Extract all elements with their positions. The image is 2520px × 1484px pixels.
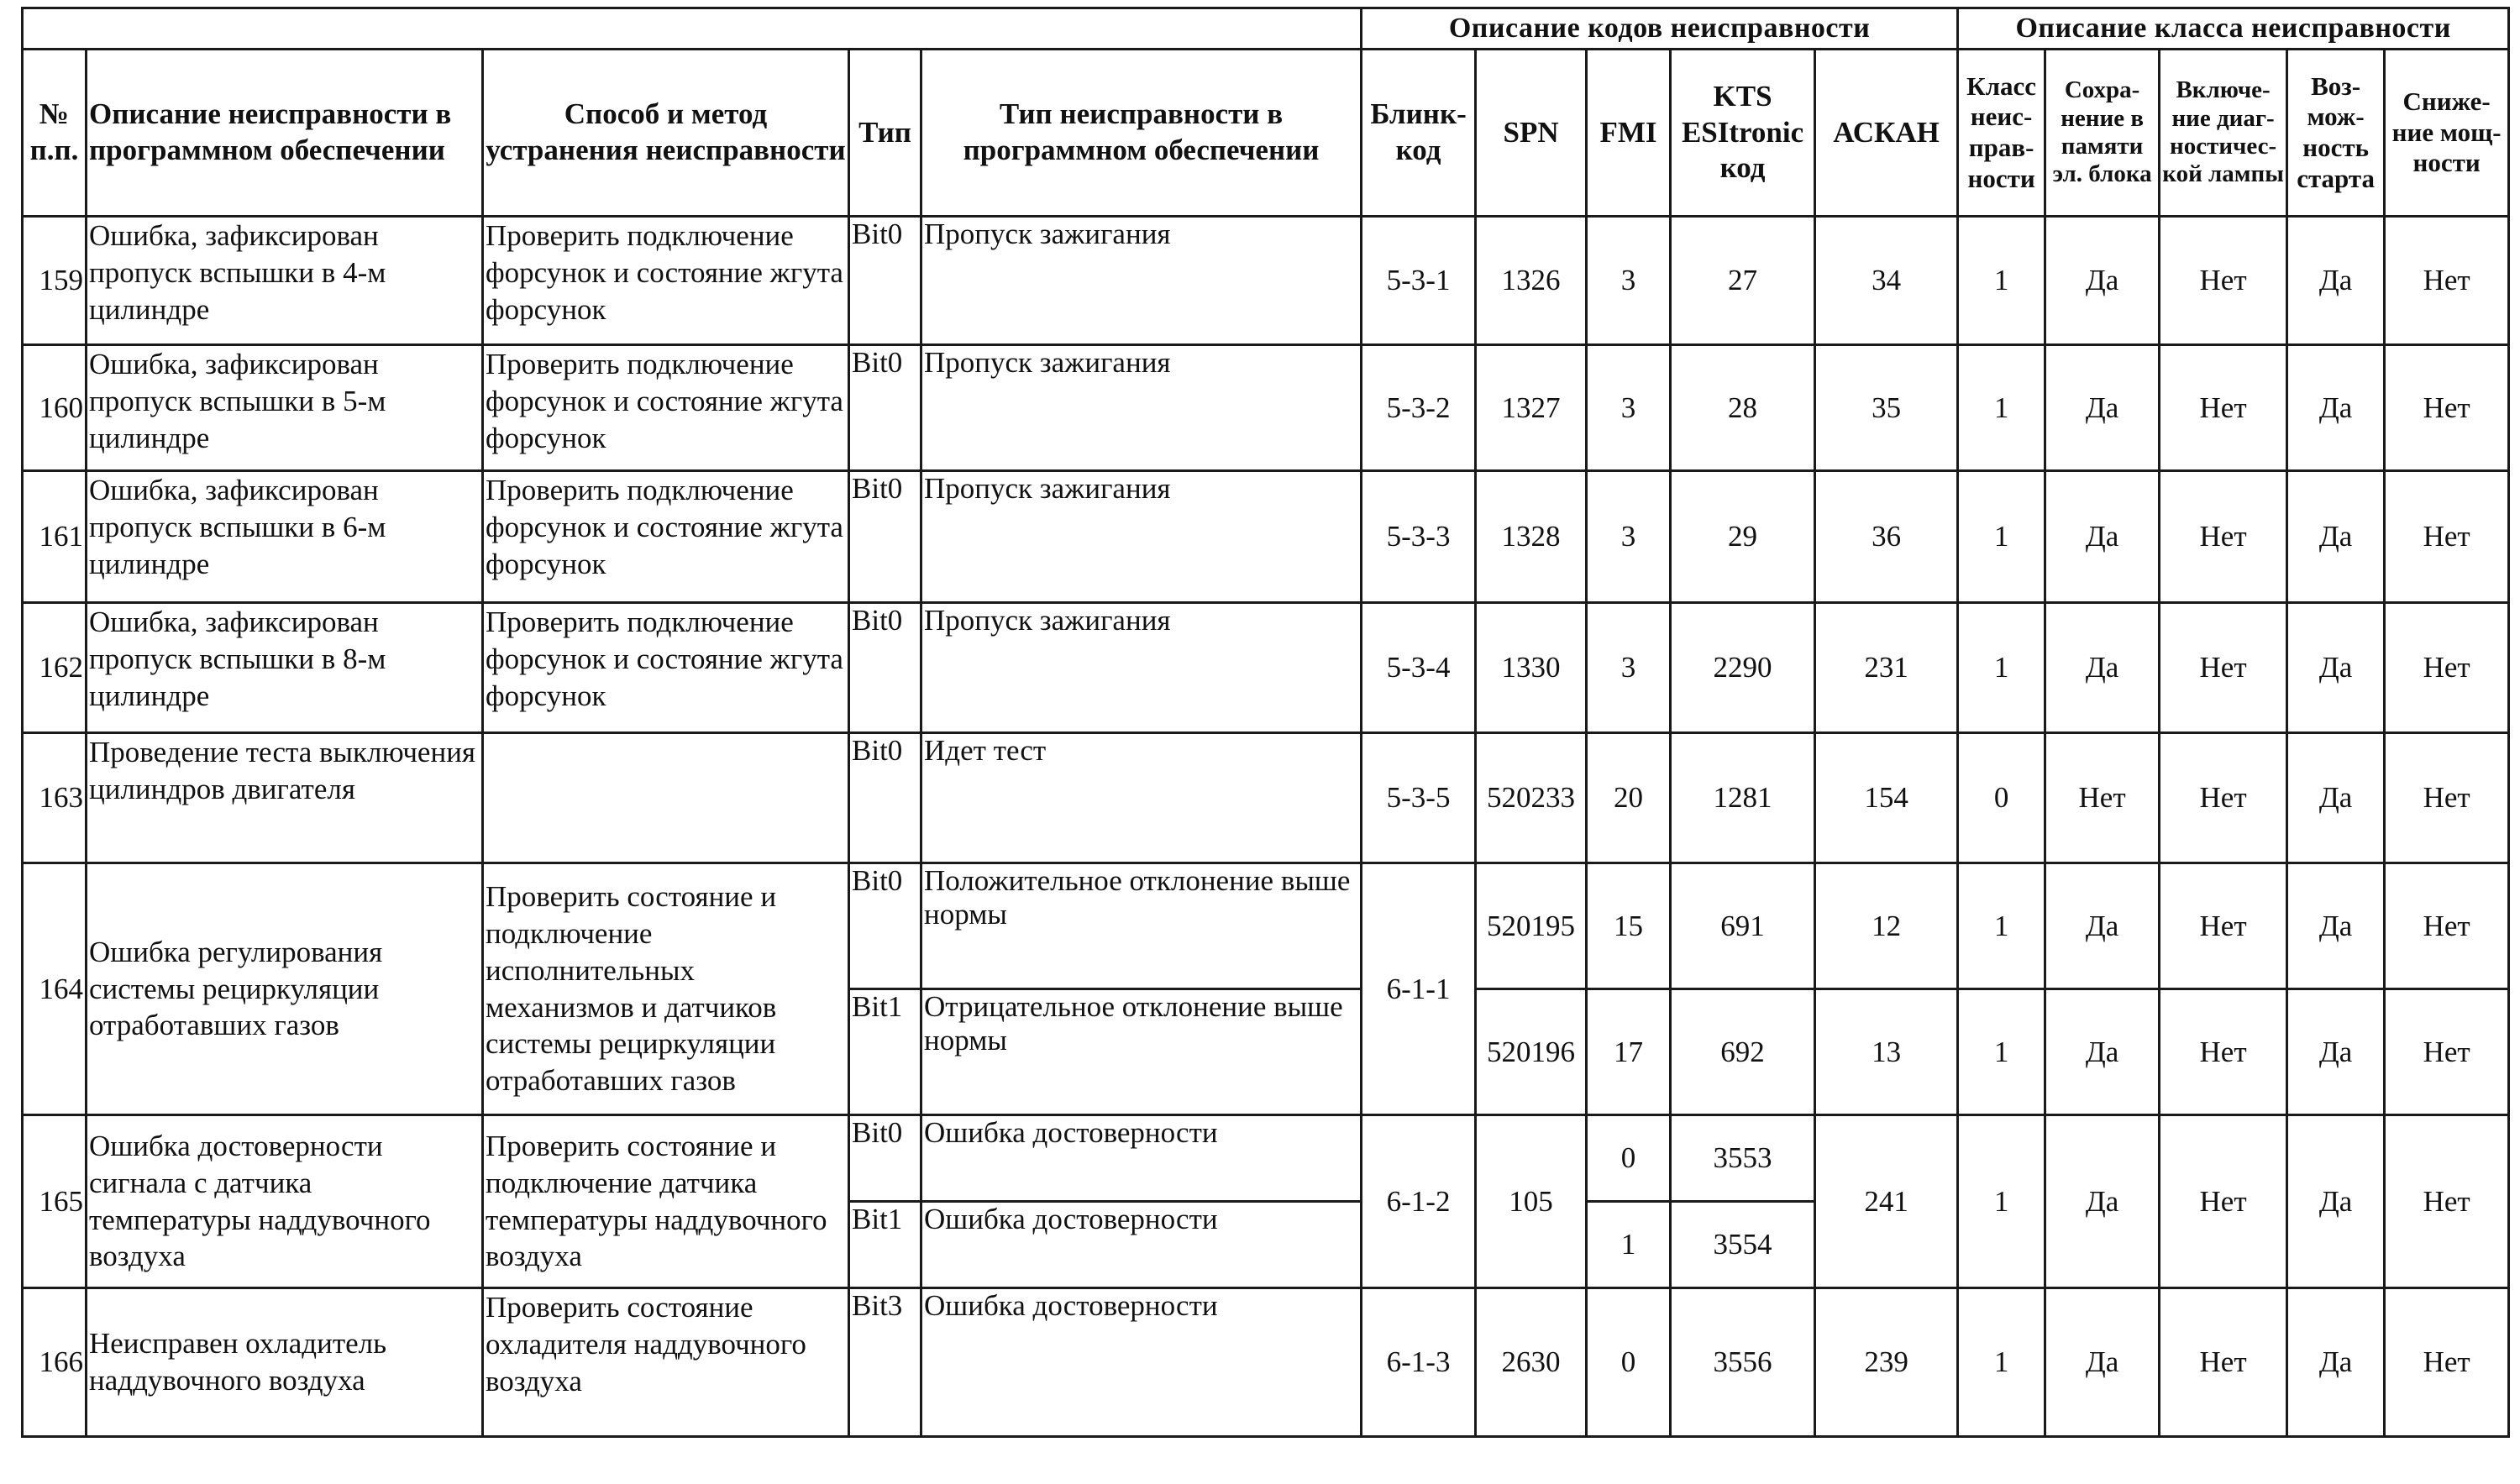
row-faulttype: Положительное отклонение выше нормы (921, 863, 1362, 989)
header-lamp: Включе-ние диаг-ностичес-кой лампы (2160, 50, 2287, 217)
row-askan: 239 (1815, 1288, 1958, 1437)
row-kts: 1281 (1671, 733, 1815, 863)
row-fmi: 3 (1587, 217, 1671, 345)
row-class: 1 (1958, 603, 2045, 733)
row-askan: 35 (1815, 345, 1958, 471)
row-lamp: Нет (2160, 733, 2287, 863)
row-method: Проверить подключение форсунок и состояние жгута форсунок (483, 345, 849, 471)
row-power: Нет (2385, 989, 2509, 1115)
row-class: 1 (1958, 989, 2045, 1115)
row-num: 159 (23, 217, 87, 345)
row-type: Bit0 (849, 863, 921, 989)
row-start: Да (2287, 217, 2385, 345)
header-type: Тип (849, 50, 921, 217)
row-spn: 520195 (1476, 863, 1587, 989)
row-start: Да (2287, 603, 2385, 733)
row-method: Проверить состояние и подключение исполнительных механизмов и датчиков системы рециркуляции отработавших газов (483, 863, 849, 1115)
header-group-class: Описание класса неисправности (1958, 8, 2509, 50)
row-blink: 5-3-1 (1362, 217, 1476, 345)
row-method: Проверить подключение форсунок и состояние жгута форсунок (483, 603, 849, 733)
row-method: Проверить подключение форсунок и состояние жгута форсунок (483, 471, 849, 603)
row-fmi: 1 (1587, 1202, 1671, 1288)
row-spn: 520233 (1476, 733, 1587, 863)
row-faulttype: Ошибка достоверности (921, 1288, 1362, 1437)
header-group-codes: Описание кодов неисправности (1362, 8, 1958, 50)
row-type: Bit0 (849, 217, 921, 345)
table-row (23, 471, 2509, 603)
row-power: Нет (2385, 1115, 2509, 1288)
row-faulttype: Идет тест (921, 733, 1362, 863)
row-blink: 5-3-3 (1362, 471, 1476, 603)
header-askan: АСКАН (1815, 50, 1958, 217)
header-blink: Блинк-код (1362, 50, 1476, 217)
row-faulttype: Пропуск зажигания (921, 603, 1362, 733)
row-power: Нет (2385, 733, 2509, 863)
row-fmi: 3 (1587, 471, 1671, 603)
row-faulttype: Отрицательное отклонение выше нормы (921, 989, 1362, 1115)
row-faulttype: Пропуск зажигания (921, 217, 1362, 345)
header-power: Сниже-ние мощ-ности (2385, 50, 2509, 217)
row-num: 162 (23, 603, 87, 733)
header-group-row (23, 8, 2509, 50)
row-askan: 12 (1815, 863, 1958, 989)
row-start: Да (2287, 1288, 2385, 1437)
row-power: Нет (2385, 345, 2509, 471)
row-type: Bit3 (849, 1288, 921, 1437)
row-num: 160 (23, 345, 87, 471)
row-power: Нет (2385, 217, 2509, 345)
row-class: 0 (1958, 733, 2045, 863)
row-memory: Да (2045, 471, 2160, 603)
row-method: Проверить подключение форсунок и состояние жгута форсунок (483, 217, 849, 345)
row-num: 166 (23, 1288, 87, 1437)
row-spn: 1326 (1476, 217, 1587, 345)
row-type: Bit0 (849, 471, 921, 603)
table-row (23, 1115, 2509, 1202)
row-method: Проверить состояние охладителя наддувочного воздуха (483, 1288, 849, 1437)
row-desc: Ошибка регулирования системы рециркуляции отработавших газов (87, 863, 483, 1115)
row-askan: 13 (1815, 989, 1958, 1115)
row-fmi: 3 (1587, 603, 1671, 733)
row-lamp: Нет (2160, 863, 2287, 989)
row-askan: 241 (1815, 1115, 1958, 1288)
row-memory: Да (2045, 863, 2160, 989)
row-lamp: Нет (2160, 345, 2287, 471)
row-lamp: Нет (2160, 603, 2287, 733)
row-desc: Ошибка, зафиксирован пропуск вспышки в 6-м цилиндре (87, 471, 483, 603)
row-start: Да (2287, 989, 2385, 1115)
row-memory: Да (2045, 603, 2160, 733)
row-desc: Ошибка достоверности сигнала с датчика температуры наддувочного воздуха (87, 1115, 483, 1288)
row-kts: 3554 (1671, 1202, 1815, 1288)
header-spn: SPN (1476, 50, 1587, 217)
header-method: Способ и метод устранения неисправности (483, 50, 849, 217)
row-lamp: Нет (2160, 1115, 2287, 1288)
row-desc: Ошибка, зафиксирован пропуск вспышки в 5-м цилиндре (87, 345, 483, 471)
row-class: 1 (1958, 863, 2045, 989)
row-start: Да (2287, 733, 2385, 863)
header-blank (23, 8, 1362, 50)
row-start: Да (2287, 1115, 2385, 1288)
row-fmi: 17 (1587, 989, 1671, 1115)
row-blink: 5-3-2 (1362, 345, 1476, 471)
row-faulttype: Ошибка достоверности (921, 1115, 1362, 1202)
row-type: Bit1 (849, 989, 921, 1115)
row-lamp: Нет (2160, 217, 2287, 345)
row-power: Нет (2385, 603, 2509, 733)
row-power: Нет (2385, 471, 2509, 603)
row-class: 1 (1958, 1288, 2045, 1437)
row-power: Нет (2385, 863, 2509, 989)
row-fmi: 0 (1587, 1115, 1671, 1202)
row-class: 1 (1958, 217, 2045, 345)
row-type: Bit0 (849, 1115, 921, 1202)
row-kts: 3553 (1671, 1115, 1815, 1202)
row-power: Нет (2385, 1288, 2509, 1437)
row-faulttype: Ошибка достоверности (921, 1202, 1362, 1288)
row-memory: Да (2045, 1288, 2160, 1437)
row-lamp: Нет (2160, 1288, 2287, 1437)
row-desc: Ошибка, зафиксирован пропуск вспышки в 4-м цилиндре (87, 217, 483, 345)
row-kts: 29 (1671, 471, 1815, 603)
row-kts: 27 (1671, 217, 1815, 345)
header-class: Класс неис-прав-ности (1958, 50, 2045, 217)
row-type: Bit0 (849, 603, 921, 733)
header-memory: Сохра-нение в памяти эл. блока (2045, 50, 2160, 217)
header-row (23, 50, 2509, 217)
table-row (23, 603, 2509, 733)
row-blink: 6-1-3 (1362, 1288, 1476, 1437)
row-class: 1 (1958, 1115, 2045, 1288)
row-faulttype: Пропуск зажигания (921, 345, 1362, 471)
table-row (23, 733, 2509, 863)
row-method: Проверить состояние и подключение датчика температуры наддувочного воздуха (483, 1115, 849, 1288)
row-type: Bit0 (849, 345, 921, 471)
row-kts: 3556 (1671, 1288, 1815, 1437)
row-num: 165 (23, 1115, 87, 1288)
row-class: 1 (1958, 471, 2045, 603)
row-desc: Неисправен охладитель наддувочного воздуха (87, 1288, 483, 1437)
row-blink: 5-3-5 (1362, 733, 1476, 863)
row-num: 161 (23, 471, 87, 603)
row-askan: 36 (1815, 471, 1958, 603)
row-askan: 231 (1815, 603, 1958, 733)
row-askan: 154 (1815, 733, 1958, 863)
header-desc: Описание неисправности в программном обеспечении (87, 50, 483, 217)
row-kts: 2290 (1671, 603, 1815, 733)
row-spn: 105 (1476, 1115, 1587, 1288)
row-start: Да (2287, 345, 2385, 471)
row-type: Bit1 (849, 1202, 921, 1288)
row-start: Да (2287, 471, 2385, 603)
row-kts: 691 (1671, 863, 1815, 989)
row-spn: 1330 (1476, 603, 1587, 733)
fault-codes-table (21, 7, 2510, 1438)
row-desc: Проведение теста выключения цилиндров двигателя (87, 733, 483, 863)
row-memory: Да (2045, 989, 2160, 1115)
row-memory: Да (2045, 1115, 2160, 1288)
table-row (23, 863, 2509, 989)
row-spn: 2630 (1476, 1288, 1587, 1437)
row-lamp: Нет (2160, 989, 2287, 1115)
header-fmi: FMI (1587, 50, 1671, 217)
row-spn: 1327 (1476, 345, 1587, 471)
row-class: 1 (1958, 345, 2045, 471)
row-fmi: 0 (1587, 1288, 1671, 1437)
row-spn: 520196 (1476, 989, 1587, 1115)
row-num: 163 (23, 733, 87, 863)
row-lamp: Нет (2160, 471, 2287, 603)
row-fmi: 3 (1587, 345, 1671, 471)
row-fmi: 20 (1587, 733, 1671, 863)
row-faulttype: Пропуск зажигания (921, 471, 1362, 603)
table-row (23, 345, 2509, 471)
header-kts: KTS ESItronic код (1671, 50, 1815, 217)
header-num: № п.п. (23, 50, 87, 217)
row-blink: 6-1-1 (1362, 863, 1476, 1115)
row-blink: 6-1-2 (1362, 1115, 1476, 1288)
row-type: Bit0 (849, 733, 921, 863)
row-fmi: 15 (1587, 863, 1671, 989)
row-kts: 28 (1671, 345, 1815, 471)
row-memory: Да (2045, 345, 2160, 471)
row-memory: Да (2045, 217, 2160, 345)
table-row (23, 1288, 2509, 1437)
table-row (23, 217, 2509, 345)
row-askan: 34 (1815, 217, 1958, 345)
row-blink: 5-3-4 (1362, 603, 1476, 733)
row-desc: Ошибка, зафиксирован пропуск вспышки в 8-м цилиндре (87, 603, 483, 733)
row-kts: 692 (1671, 989, 1815, 1115)
row-memory: Нет (2045, 733, 2160, 863)
row-start: Да (2287, 863, 2385, 989)
row-spn: 1328 (1476, 471, 1587, 603)
header-faulttype: Тип неисправности в программном обеспечении (921, 50, 1362, 217)
header-start: Воз-мож-ность старта (2287, 50, 2385, 217)
row-num: 164 (23, 863, 87, 1115)
row-method (483, 733, 849, 863)
